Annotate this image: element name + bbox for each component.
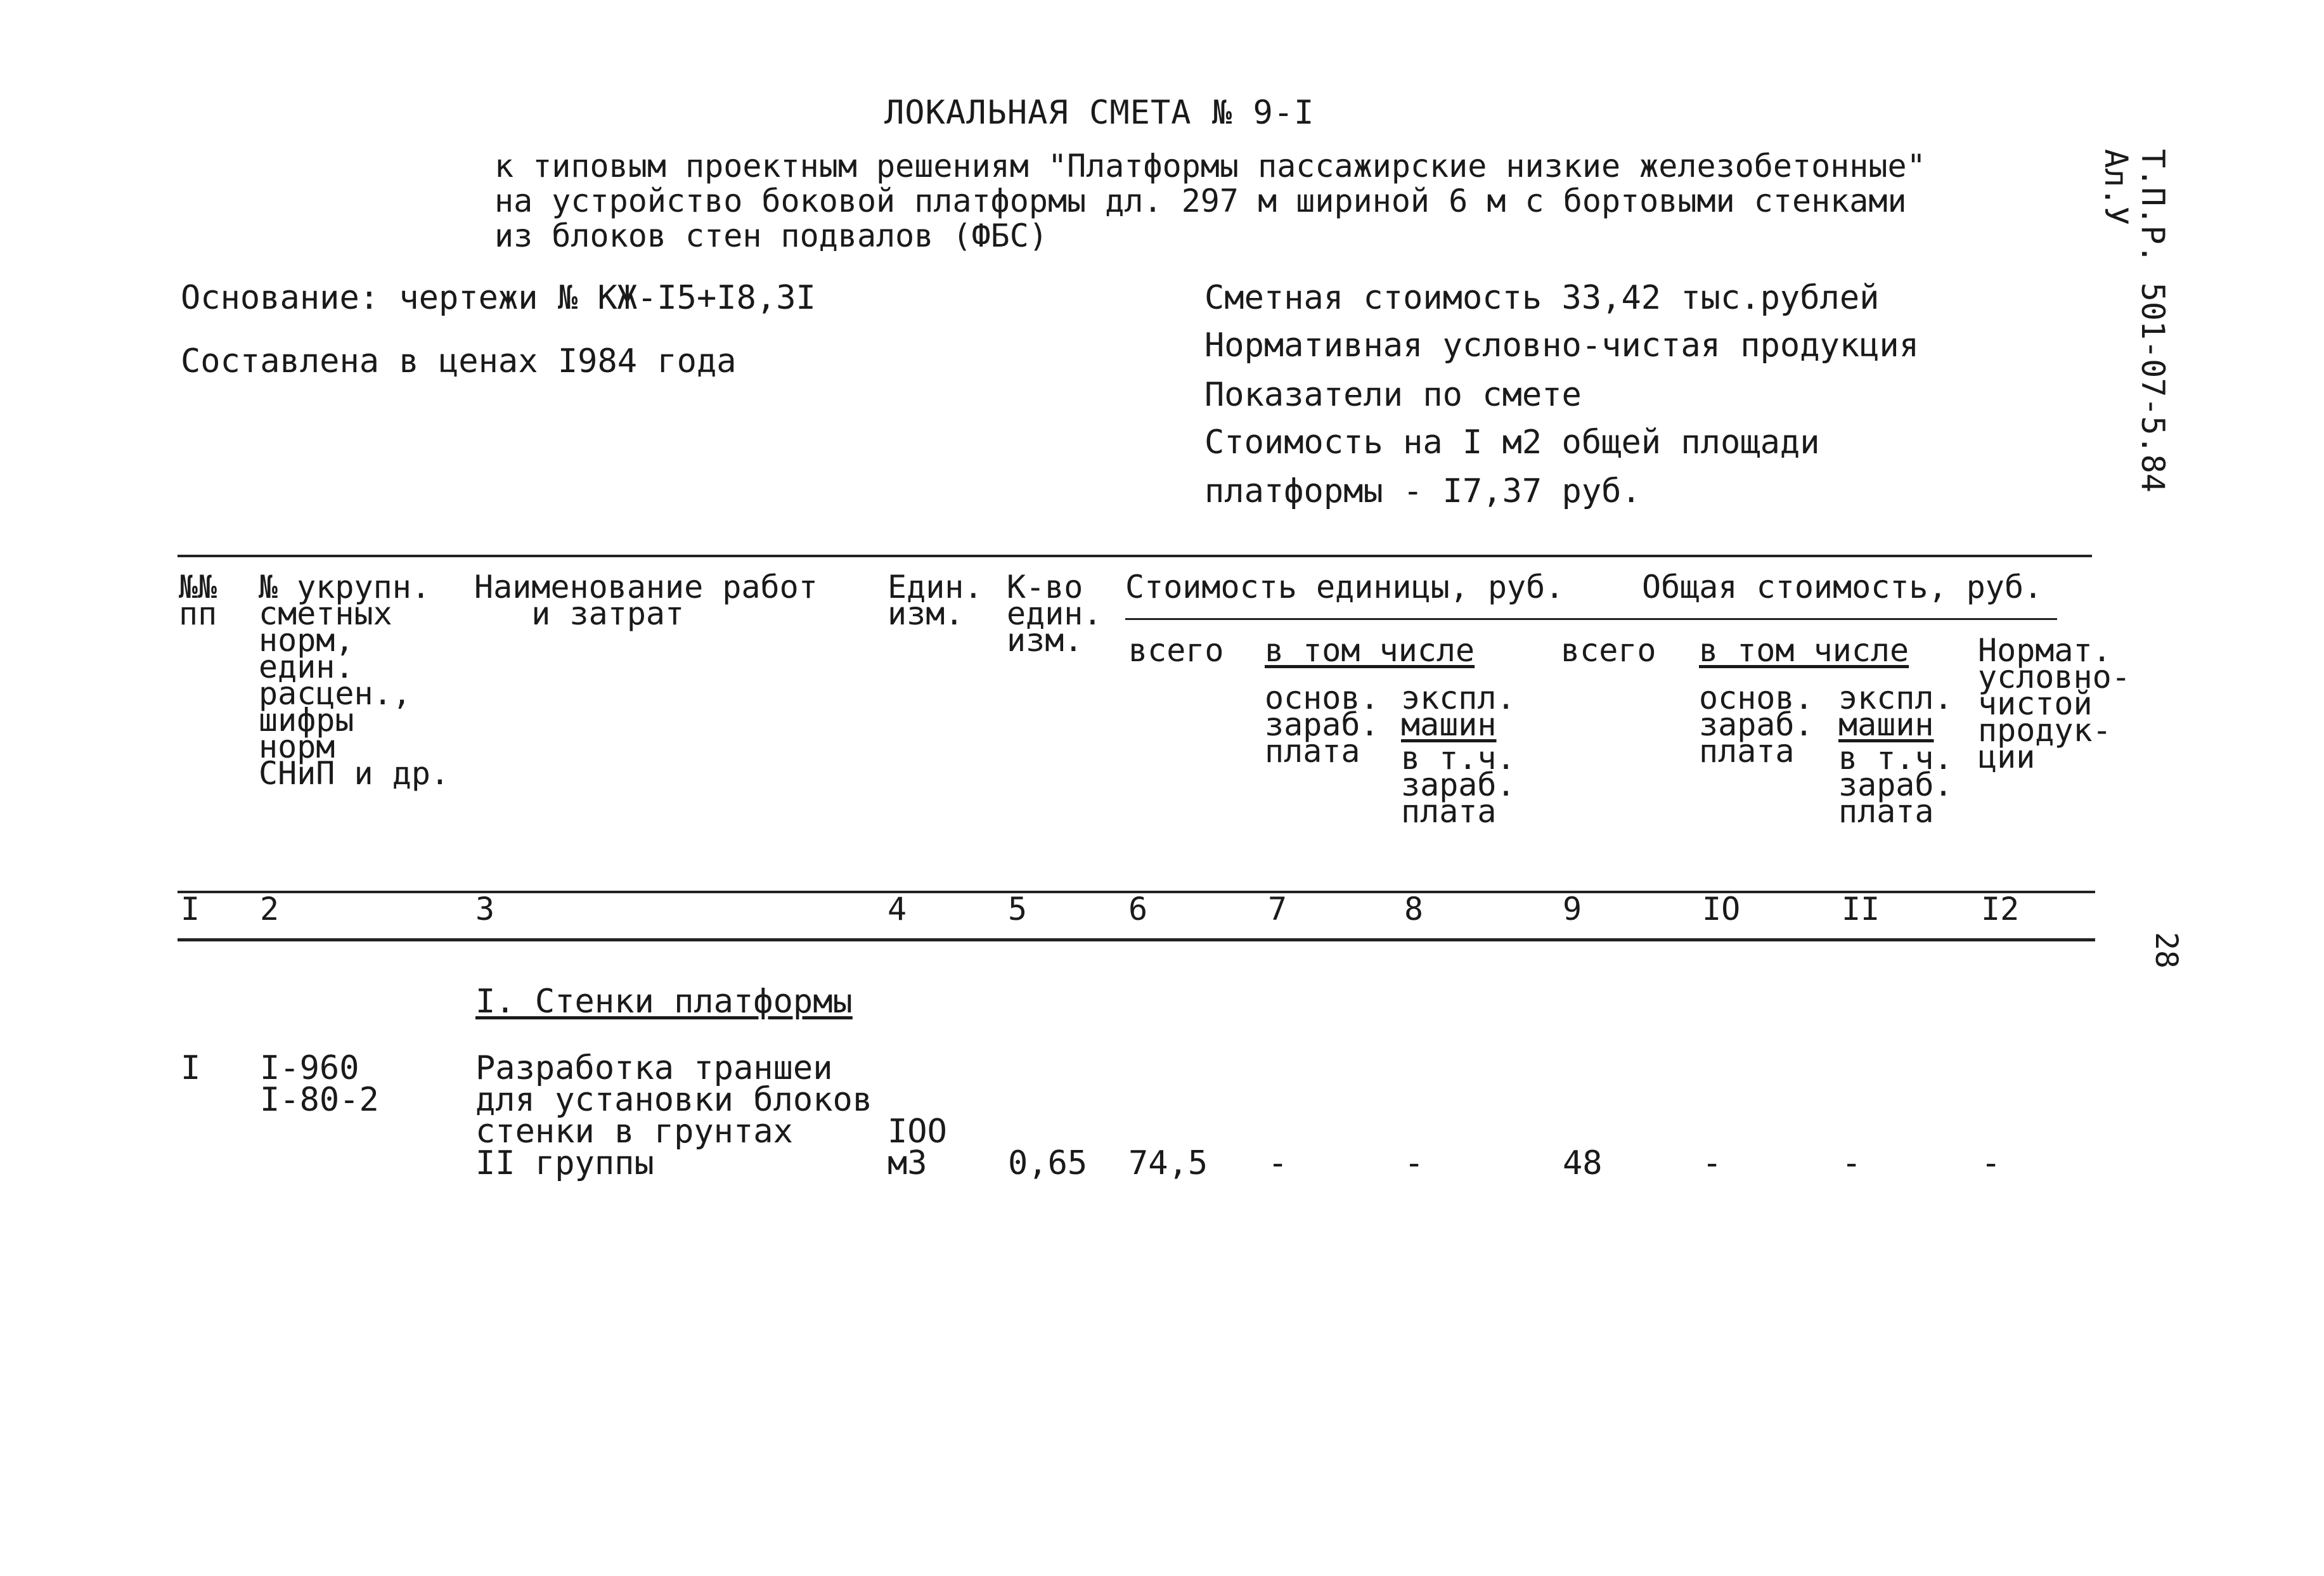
column-number: 7 [1268,891,1288,927]
header-total-cost: Общая стоимость, руб. [1642,569,2043,605]
header-col-total-mach-c: в т.ч. зараб. плата [1838,740,1953,830]
column-number: I [181,891,200,927]
column-number: II [1842,891,1880,927]
prices-line: Составлена в ценах I984 года [181,342,737,380]
header-col-total-mach-b: машин [1838,706,1934,743]
header-col-total-wage: основ. зараб. плата [1699,680,1814,770]
column-number: 6 [1128,891,1148,927]
row-qty: 0,65 [1008,1144,1088,1182]
row-code: I-960 I-80-2 [260,1049,379,1119]
header-col-number: №№ пп [179,569,217,632]
header-col-unit: Един. изм. [888,569,983,632]
row-name: Разработка траншеи для установки блоков стенки в грунтах II группы [475,1049,873,1182]
header-including-total: в том числе [1699,632,1909,669]
column-number: I2 [1981,891,2020,927]
document-title: ЛОКАЛЬНАЯ СМЕТА № 9-I [884,94,1315,132]
platform-cost: платформы - I7,37 руб. [1204,472,1641,510]
subtitle-line: на устройство боковой платформы дл. 297 м шириной 6 м с бортовыми стенками [494,183,1907,219]
row-total-wage: - [1702,1144,1722,1182]
estimated-cost: Сметная стоимость 33,42 тыс.рублей [1204,279,1880,317]
cost-per-m2: Стоимость на I м2 общей площади [1204,423,1820,462]
row-number: I [181,1049,201,1087]
header-col-qty: К-во един. изм. [1007,569,1102,659]
column-number: IO [1702,891,1741,927]
column-number: 3 [475,891,495,927]
row-unit: IOO м3 [888,1113,947,1182]
header-col-total-mach-a: экспл. [1838,680,1953,716]
row-unit-total: 74,5 [1128,1144,1208,1182]
normative-production: Нормативная условно-чистая продукция [1204,326,1920,365]
header-col-unit-total: всего [1128,632,1224,669]
row-total-mach: - [1842,1144,1862,1182]
column-number: 8 [1404,891,1424,927]
header-col-norm: Нормат. условно- чистой продук- ции [1978,632,2131,775]
indicators-label: Показатели по смете [1204,376,1582,414]
document-subtitle [494,149,1926,254]
header-col-unit-wage: основ. зараб. плата [1265,680,1379,770]
header-unit-cost: Стоимость единицы, руб. [1125,569,1565,605]
header-col-unit-mach-a: экспл. [1401,680,1516,716]
subtitle-line: из блоков стен подвалов (ФБС) [494,217,1048,254]
column-number: 4 [888,891,907,927]
basis-line: Основание: чертежи № КЖ-I5+I8,3I [181,279,816,317]
row-unit-mach: - [1404,1144,1424,1182]
colnum-bottom-rule [178,938,2095,941]
subtitle-line: к типовым проектным решениям "Платформы пассажирские низкие железобетонные" [494,148,1926,184]
header-col-unit-mach-c: в т.ч. зараб. плата [1401,740,1516,830]
header-col-code: № укрупн. сметных норм, един. расцен., шифры норм СНиП и др. [259,569,450,792]
header-col-unit-mach-b: машин [1401,706,1497,743]
header-including-unit: в том числе [1265,632,1475,669]
column-number: 9 [1563,891,1582,927]
row-unit-wage: - [1268,1144,1288,1182]
header-col-total: всего [1561,632,1656,669]
table-top-rule [178,555,2092,557]
section-title: I. Стенки платформы [475,983,853,1021]
column-number: 2 [260,891,280,927]
row-total: 48 [1563,1144,1603,1182]
page-number: 28 [2148,932,2184,969]
side-code-line: Ал.У [2098,149,2134,226]
side-project-code [2098,149,2171,493]
column-number: 5 [1008,891,1028,927]
row-norm: - [1981,1144,2001,1182]
header-group-rule [1125,618,2057,620]
header-col-name: Наименование работ и затрат [474,569,818,632]
side-code-line: Т.П.Р. 501-07-5.84 [2134,149,2171,493]
